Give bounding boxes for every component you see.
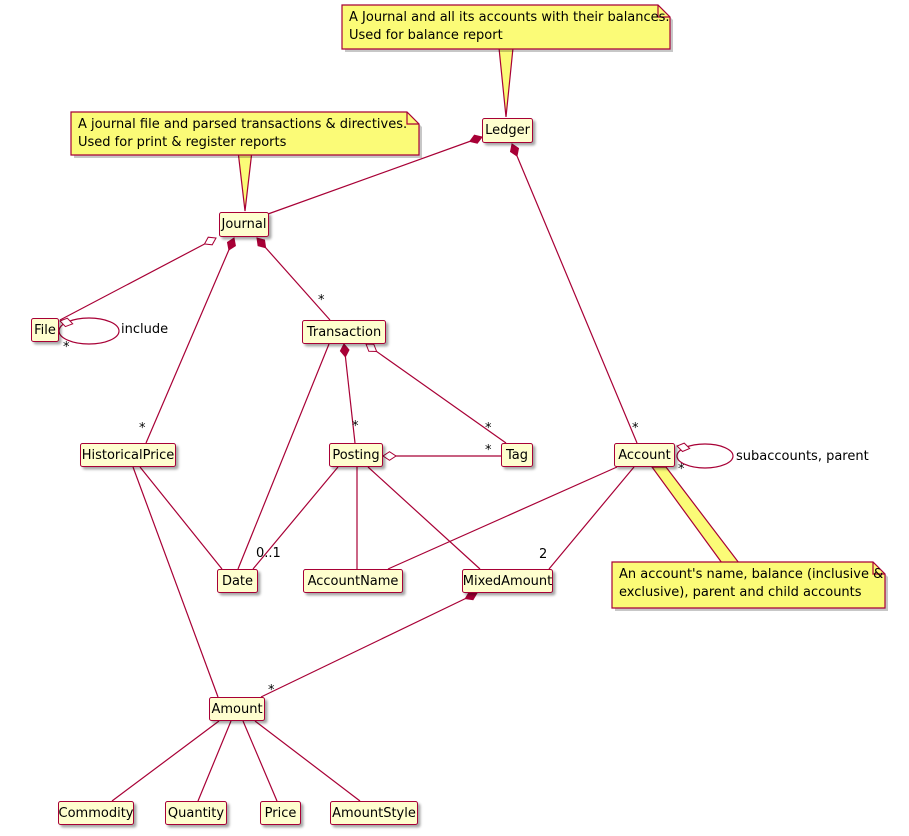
class-node-historicalprice: HistoricalPrice: [80, 443, 176, 467]
note-account-pointer: [652, 467, 739, 563]
note-account-line-2: exclusive), parent and child accounts: [619, 585, 862, 600]
class-node-ledger: Ledger: [482, 118, 533, 143]
diamond-open-posting-tag: [383, 452, 396, 461]
class-node-journal: Journal: [219, 212, 269, 237]
class-node-amount: Amount: [209, 697, 265, 721]
class-node-file: File: [31, 318, 59, 342]
class-node-accountname: AccountName: [303, 569, 403, 593]
note-account: [612, 562, 885, 608]
edge-mixedamount-amount: [261, 593, 477, 697]
class-node-quantity: Quantity: [165, 801, 227, 825]
note-journal-pointer: [238, 151, 252, 211]
note-ledger: [342, 5, 670, 49]
multiplicity-journal-historicalprice: *: [139, 421, 146, 436]
class-node-transaction: Transaction: [302, 320, 386, 344]
class-node-mixedamount: MixedAmount: [462, 569, 553, 593]
diamond-open-journal-file: [205, 237, 217, 245]
multiplicity-mixedamount-amount: *: [268, 683, 275, 698]
diamond-open-account-self-loop: [677, 443, 690, 451]
note-ledger-line-2: Used for balance report: [349, 28, 503, 43]
diamond-filled-mixedamount-amount: [465, 592, 477, 600]
edge-ledger-account: [512, 144, 637, 443]
note-ledger-line-1: A Journal and all its accounts with their balances.: [349, 10, 670, 25]
note-journal-line-2: Used for print & register reports: [78, 135, 287, 150]
class-node-commodity: Commodity: [58, 801, 134, 825]
edge-journal-historicalprice: [146, 238, 234, 443]
multiplicity-posting-date: 0..1: [256, 546, 281, 561]
diamond-filled-ledger-account: [511, 144, 519, 156]
note-journal: [71, 112, 419, 155]
class-node-posting: Posting: [329, 443, 383, 467]
edge-transaction-date: [238, 344, 329, 569]
multiplicity-file-loop: *: [63, 340, 70, 355]
class-node-amountstyle: AmountStyle: [330, 801, 418, 825]
class-node-account: Account: [614, 443, 675, 467]
diamond-filled-journal-historicalprice: [228, 238, 236, 250]
multiplicity-transaction-posting: *: [352, 419, 359, 434]
edge-amount-price: [243, 721, 277, 801]
diamond-filled-journal-transaction: [257, 238, 266, 248]
edge-account-mixedamount: [549, 467, 634, 569]
note-ledger-pointer: [499, 48, 513, 117]
edge-historicalprice-amount: [133, 467, 218, 697]
edge-posting-mixedamount: [368, 467, 480, 569]
multiplicity-account-loop: *: [678, 462, 685, 477]
class-node-date: Date: [217, 569, 258, 593]
edge-account-accountname: [388, 467, 617, 569]
diamond-filled-transaction-posting: [340, 344, 349, 357]
edge-label-include: include: [121, 322, 169, 337]
multiplicity-account-mixedamount: 2: [539, 547, 548, 562]
multiplicity-ledger-account: *: [632, 421, 639, 436]
diamond-open-transaction-tag: [366, 344, 377, 352]
class-node-tag: Tag: [501, 443, 533, 467]
diamond-filled-ledger-journal: [470, 135, 482, 143]
note-journal-line-1: A journal file and parsed transactions & directives.: [78, 117, 408, 132]
edge-label-subaccounts-parent: subaccounts, parent: [736, 449, 869, 464]
note-account-line-1: An account's name, balance (inclusive &: [619, 567, 884, 582]
edge-amount-amountstyle: [255, 721, 360, 801]
class-node-price: Price: [260, 801, 301, 825]
edge-journal-file: [60, 238, 216, 320]
multiplicity-transaction-tag: *: [485, 421, 492, 436]
multiplicity-posting-tag: *: [485, 443, 492, 458]
multiplicity-journal-transaction: *: [318, 293, 325, 308]
